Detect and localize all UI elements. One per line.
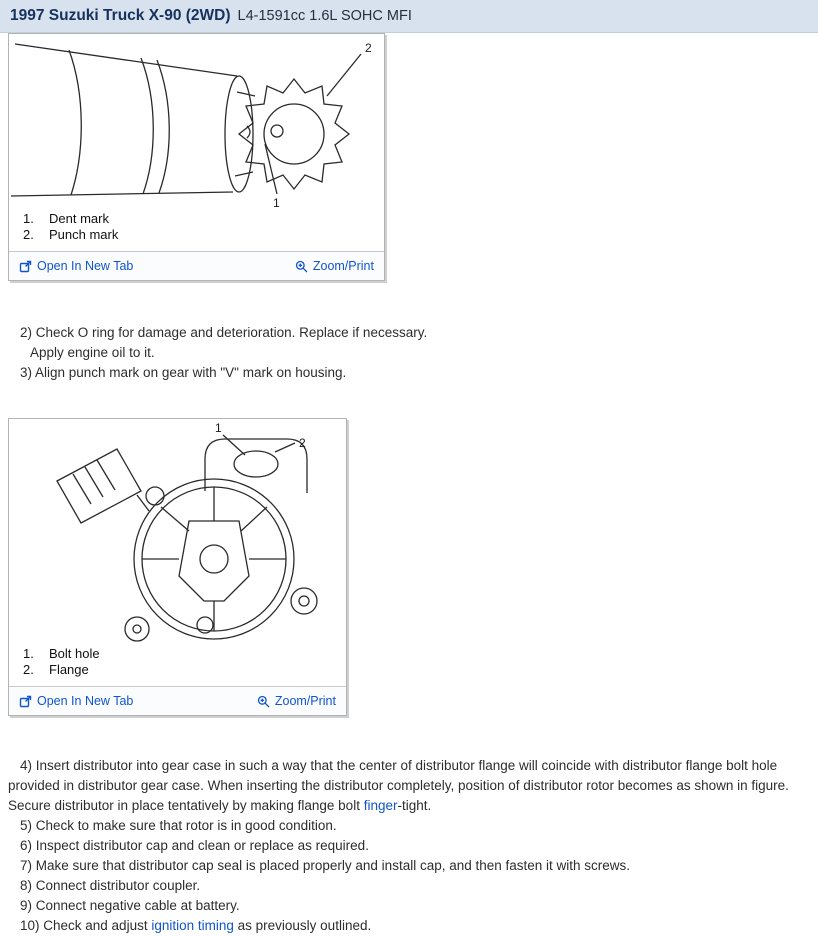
step-10-text-pre: 10) Check and adjust bbox=[20, 918, 152, 933]
figure-card-gear bbox=[8, 33, 385, 281]
zoom-print-link[interactable] bbox=[257, 694, 336, 708]
step-2b-text: Apply engine oil to it. bbox=[30, 345, 155, 360]
flange-callout-1: 1 bbox=[215, 421, 222, 435]
step-9-text: 9) Connect negative cable at battery. bbox=[20, 898, 240, 913]
zoom-icon bbox=[295, 260, 308, 273]
finger-tight-link[interactable]: finger bbox=[363, 798, 398, 813]
legend-number: 2. bbox=[23, 227, 34, 242]
open-in-new-tab-link[interactable] bbox=[19, 694, 133, 708]
gear-diagram bbox=[9, 34, 384, 209]
open-in-new-icon bbox=[19, 260, 32, 273]
step-8-text: 8) Connect distributor coupler. bbox=[20, 878, 201, 893]
legend-text: Punch mark bbox=[49, 227, 119, 242]
flange-drawing-svg bbox=[9, 419, 346, 644]
gear-callout-2: 2 bbox=[365, 41, 372, 55]
open-in-new-icon bbox=[19, 695, 32, 708]
step-2-text: 2) Check O ring for damage and deterioration. Replace if necessary. bbox=[20, 325, 428, 340]
legend-row bbox=[23, 662, 346, 678]
flange-figure-legend bbox=[9, 644, 346, 686]
zoom-print-link[interactable] bbox=[295, 259, 374, 273]
open-in-new-tab-link[interactable] bbox=[19, 259, 133, 273]
gear-figure-legend bbox=[9, 209, 384, 251]
figure-toolbar bbox=[9, 686, 346, 715]
page-header bbox=[0, 0, 818, 33]
step-4-text-post: -tight. bbox=[397, 798, 432, 813]
gear-drawing-svg bbox=[9, 34, 384, 209]
open-in-new-tab-label: Open In New Tab bbox=[37, 259, 134, 273]
zoom-print-label: Zoom/Print bbox=[274, 694, 336, 708]
legend-row bbox=[23, 227, 384, 243]
gear-callout-1: 1 bbox=[273, 196, 280, 209]
legend-number: 1. bbox=[23, 646, 34, 661]
vehicle-title: 1997 Suzuki Truck X-90 (2WD) bbox=[10, 7, 231, 24]
legend-row bbox=[23, 646, 346, 662]
step-3-text: 3) Align punch mark on gear with "V" mark on housing. bbox=[20, 365, 347, 380]
flange-callout-2: 2 bbox=[299, 436, 306, 450]
legend-text: Bolt hole bbox=[49, 646, 100, 661]
legend-text: Dent mark bbox=[49, 211, 109, 226]
step-5-text: 5) Check to make sure that rotor is in good condition. bbox=[20, 818, 337, 833]
step-10-text-post: as previously outlined. bbox=[233, 918, 372, 933]
figure-card-flange bbox=[8, 418, 347, 716]
legend-number: 1. bbox=[23, 211, 34, 226]
zoom-print-label: Zoom/Print bbox=[312, 259, 374, 273]
step-10-text bbox=[8, 916, 810, 936]
zoom-icon bbox=[257, 695, 270, 708]
flange-diagram bbox=[9, 419, 346, 644]
engine-subtitle: L4-1591cc 1.6L SOHC MFI bbox=[237, 8, 412, 24]
instructions-block-b bbox=[8, 816, 810, 936]
instructions-block-a bbox=[8, 323, 810, 383]
step-7-text: 7) Make sure that distributor cap seal is placed properly and install cap, and then fasten it with screws. bbox=[20, 858, 631, 873]
ignition-timing-link[interactable]: ignition timing bbox=[151, 918, 234, 933]
open-in-new-tab-label: Open In New Tab bbox=[37, 694, 134, 708]
step-4-text-pre: 4) Insert distributor into gear case in such a way that the center of distributor flange will coincide with distributor flange bolt hole provided in distributor gear case. When inserting the distributor completely, position of distributor rotor becomes as shown in figure. Secure distributor in place tentatively by making flange bolt bbox=[8, 758, 789, 813]
legend-number: 2. bbox=[23, 662, 34, 677]
step-6-text: 6) Inspect distributor cap and clean or replace as required. bbox=[20, 838, 369, 853]
legend-text: Flange bbox=[49, 662, 89, 677]
legend-row bbox=[23, 211, 384, 227]
step-4-paragraph bbox=[8, 756, 810, 816]
figure-toolbar bbox=[9, 251, 384, 280]
